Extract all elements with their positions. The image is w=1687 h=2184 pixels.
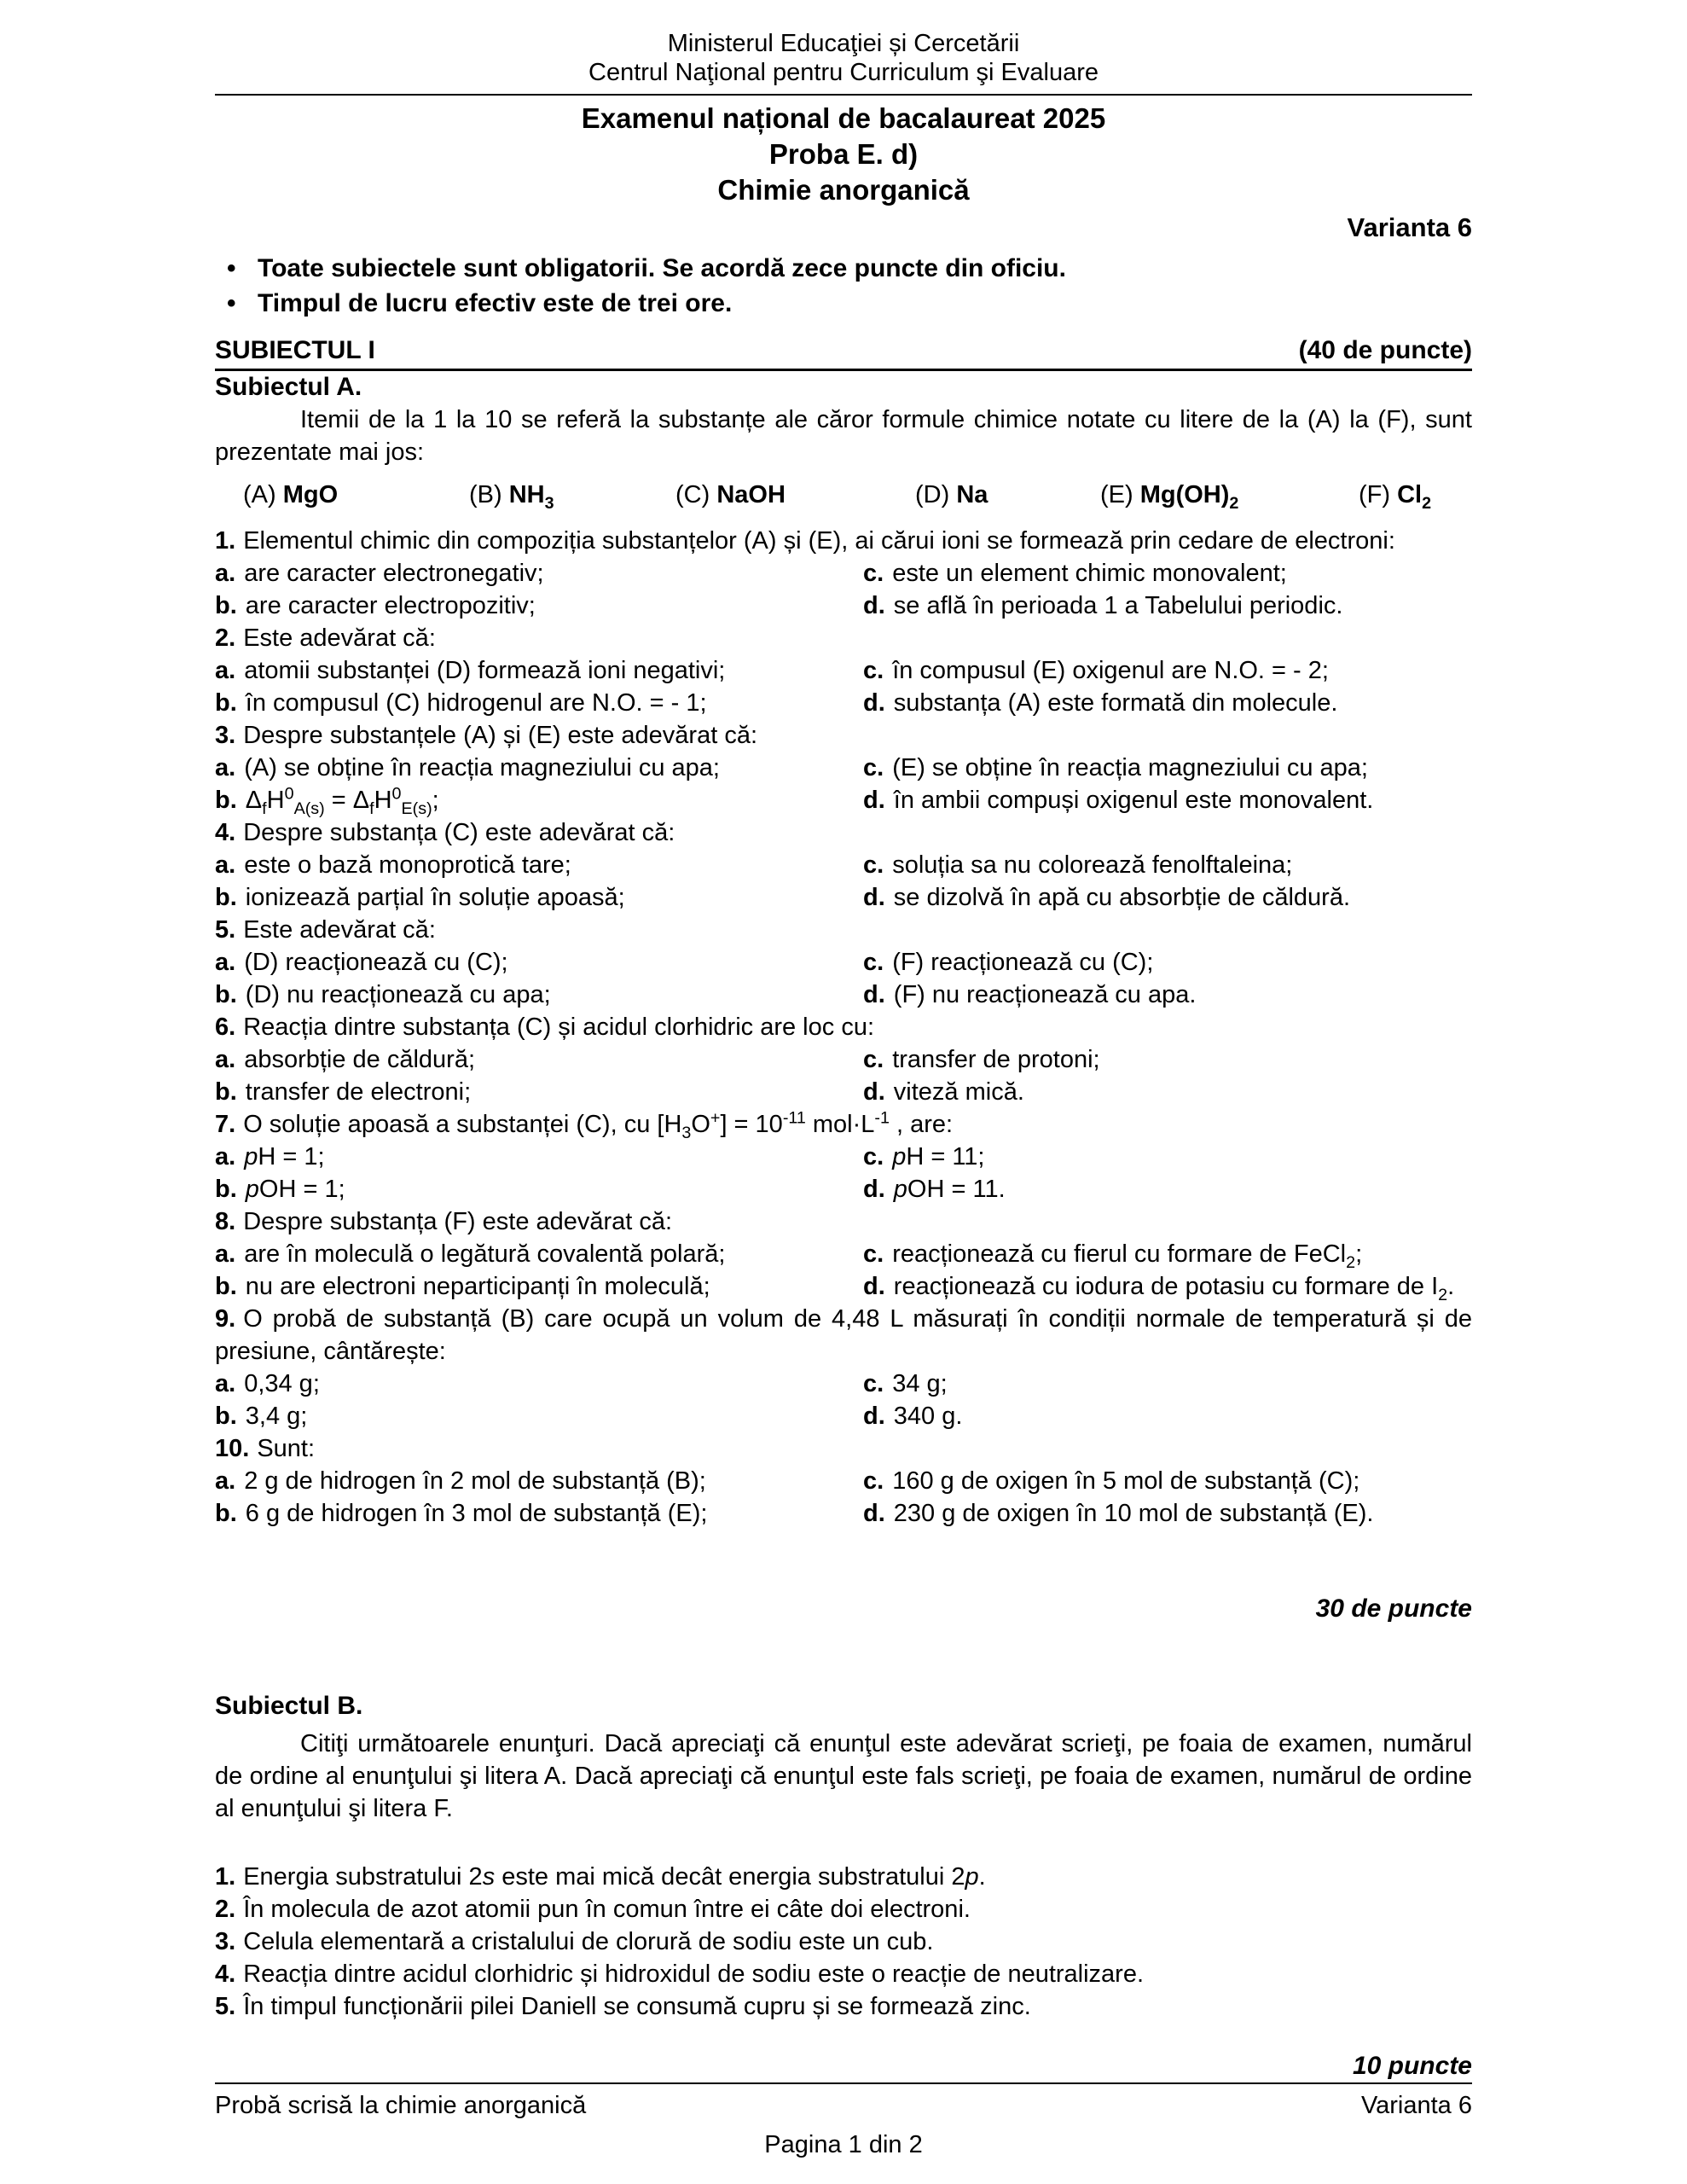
answer-option [215, 1076, 863, 1108]
option-text: pOH = 11. [893, 1176, 1006, 1203]
question-item [215, 816, 1472, 914]
question-item [215, 914, 1472, 1011]
substance-label: (D) [915, 481, 957, 508]
subject1-title: SUBIECTUL I [215, 336, 375, 364]
answer-option [863, 1141, 1472, 1173]
question-stem: Despre substanța (C) este adevărat că: [243, 819, 675, 846]
substance-label: (E) [1100, 481, 1140, 508]
question-number: 7. [215, 1111, 236, 1138]
statement-text: Reacția dintre acidul clorhidric și hidroxidul de sodiu este o reacție de neutralizare. [243, 1960, 1145, 1988]
option-letter: b. [215, 787, 237, 814]
answer-option [863, 979, 1472, 1011]
option-text: are caracter electropozitiv; [245, 592, 536, 619]
footer-left: Probă scrisă la chimie anorganică [215, 2092, 587, 2119]
option-text: este un element chimic monovalent; [892, 560, 1287, 587]
option-text: transfer de protoni; [892, 1046, 1100, 1073]
question-item [215, 525, 1472, 622]
substance [675, 479, 786, 511]
option-letter: b. [215, 981, 237, 1008]
statement [215, 1861, 1472, 1893]
substance-formula: NaOH [716, 481, 786, 508]
option-text: se dizolvă în apă cu absorbție de căldură. [893, 884, 1351, 911]
option-text: 34 g; [892, 1370, 948, 1397]
subject1-heading-row [215, 334, 1472, 371]
question-stem: Despre substanța (F) este adevărat că: [243, 1208, 673, 1235]
question-item [215, 622, 1472, 719]
answer-option [215, 1465, 863, 1497]
question-stem: Reacția dintre substanța (C) și acidul clorhidric are loc cu: [243, 1014, 874, 1041]
option-text: 6 g de hidrogen în 3 mol de substanță (E); [245, 1500, 708, 1527]
option-text: 340 g. [893, 1403, 963, 1430]
answer-option [215, 557, 863, 590]
answer-option [863, 881, 1472, 914]
option-text: soluția sa nu colorează fenolftaleina; [892, 851, 1293, 879]
option-letter: d. [863, 1500, 885, 1527]
substance [915, 479, 988, 511]
statement [215, 1926, 1472, 1958]
option-text: $\Delta_fH^0_{A(s)} = \Delta_fH^0_{E(s)}$; [245, 784, 439, 818]
answer-option [863, 687, 1472, 719]
option-text: este o bază monoprotică tare; [244, 851, 571, 879]
statement-number: 4. [215, 1960, 236, 1988]
exam-notes [215, 251, 1472, 321]
statement-number: 2. [215, 1896, 236, 1923]
partA-intro: Itemii de la 1 la 10 se referă la substanțe ale căror formule chimice notate cu litere de la (A) la (F), sunt prezentate mai jos: [215, 406, 1472, 466]
question-item [215, 1303, 1472, 1432]
answer-option [215, 946, 863, 979]
question-stem: Elementul chimic din compoziția substanțelor (A) și (E), ai cărui ioni se formează prin cedare de electroni: [243, 527, 1395, 555]
option-text: (D) nu reacționează cu apa; [245, 981, 551, 1008]
substance [1359, 479, 1431, 511]
variant-label: Varianta 6 [1347, 212, 1472, 242]
substances-row [215, 479, 1472, 520]
option-text: substanța (A) este formată din molecule. [893, 689, 1338, 717]
answer-option [215, 752, 863, 784]
question-stem: O probă de substanță (B) care ocupă un volum de 4,48 L măsurați în condiții normale de temperatură și de presiune, cântărește: [215, 1305, 1472, 1365]
option-letter: c. [863, 949, 884, 976]
question-stem: Este adevărat că: [243, 916, 436, 944]
question-item [215, 1011, 1472, 1108]
header-divider [215, 94, 1472, 96]
statement-text: Energia substratului 2s este mai mică decât energia substratului 2p. [243, 1863, 986, 1891]
answer-option [215, 590, 863, 622]
statement [215, 1990, 1472, 2023]
partA-points: 30 de puncte [1315, 1594, 1472, 1623]
option-text: are în moleculă o legătură covalentă polară; [244, 1240, 726, 1268]
option-letter: a. [215, 1240, 236, 1268]
option-letter: a. [215, 560, 236, 587]
question-number: 1. [215, 527, 236, 555]
option-text: 3,4 g; [245, 1403, 308, 1430]
option-text: se află în perioada 1 a Tabelului periodic. [893, 592, 1343, 619]
question-stem: Este adevărat că: [243, 624, 436, 652]
substance [1100, 479, 1238, 511]
option-letter: a. [215, 754, 236, 781]
option-text: (D) reacționează cu (C); [244, 949, 508, 976]
substance [469, 479, 554, 511]
option-text: are caracter electronegativ; [244, 560, 544, 587]
option-text: viteză mică. [893, 1078, 1024, 1106]
answer-option [215, 1141, 863, 1173]
page-header [215, 29, 1472, 321]
subiectul-1-section [215, 321, 1472, 2082]
question-item [215, 1108, 1472, 1205]
substance-label: (B) [469, 481, 509, 508]
option-letter: d. [863, 884, 885, 911]
answer-option [215, 1043, 863, 1076]
answer-option [215, 654, 863, 687]
option-text: pH = 1; [244, 1143, 325, 1170]
question-number: 3. [215, 722, 236, 749]
option-text: reacționează cu fierul cu formare de FeCl$_2$; [892, 1240, 1363, 1272]
question-number: 4. [215, 819, 236, 846]
option-letter: b. [215, 1273, 237, 1300]
option-letter: c. [863, 1467, 884, 1495]
answer-option [863, 654, 1472, 687]
option-letter: c. [863, 1143, 884, 1170]
answer-option [863, 1076, 1472, 1108]
question-stem: O soluție apoasă a substanței (C), cu $[H_3O^+] = 10^{-11}$ $mol\cdot L^{-1}$ , are: [243, 1108, 954, 1142]
option-letter: b. [215, 1176, 237, 1203]
option-letter: a. [215, 1467, 236, 1495]
substance-label: (C) [675, 481, 717, 508]
option-text: 230 g de oxigen în 10 mol de substanță (E). [893, 1500, 1374, 1527]
partA-title: Subiectul A. [215, 373, 362, 401]
option-letter: b. [215, 1078, 237, 1106]
answer-option [863, 557, 1472, 590]
option-text: ionizează parțial în soluție apoasă; [245, 884, 625, 911]
answer-option [863, 946, 1472, 979]
option-text: (E) se obține în reacția magneziului cu apa; [892, 754, 1368, 781]
partB-intro: Citiţi următoarele enunţuri. Dacă apreciaţi că enunţul este adevărat scrieţi, pe foaia de examen, numărul de ordine al enunţului şi litera A. Dacă apreciaţi că enunţul este fals scrieţi, pe foaia de examen, numărul de ordine al enunţului şi litera F. [215, 1730, 1472, 1822]
answer-option [215, 849, 863, 881]
option-text: nu are electroni neparticipanți în moleculă; [245, 1273, 710, 1300]
option-letter: d. [863, 1176, 885, 1203]
answer-option [215, 1270, 863, 1303]
note-obligatory: • Toate subiectele sunt obligatorii. Se acordă zece puncte din oficiu. [215, 251, 1472, 286]
option-letter: d. [863, 689, 885, 717]
substance-label: (A) [243, 481, 283, 508]
substance-formula: MgO [282, 481, 339, 508]
option-letter: c. [863, 754, 884, 781]
answer-option [215, 1368, 863, 1400]
option-letter: d. [863, 981, 885, 1008]
statement [215, 1958, 1472, 1990]
option-letter: a. [215, 1143, 236, 1170]
institution-line: Centrul Naţional pentru Curriculum şi Evaluare [588, 59, 1099, 86]
statement-number: 5. [215, 1993, 236, 2020]
statement-text: În timpul funcționării pilei Daniell se consumă cupru și se formează zinc. [243, 1993, 1031, 2020]
option-letter: c. [863, 1370, 884, 1397]
option-letter: c. [863, 1046, 884, 1073]
option-text: 2 g de hidrogen în 2 mol de substanță (B); [244, 1467, 706, 1495]
exam-proba: Proba E. d) [768, 138, 919, 170]
option-letter: a. [215, 1046, 236, 1073]
answer-option [863, 1497, 1472, 1530]
option-text: 0,34 g; [244, 1370, 320, 1397]
answer-option [215, 784, 863, 816]
answer-option [863, 1173, 1472, 1205]
statement-text: Celula elementară a cristalului de clorură de sodiu este un cub. [243, 1928, 934, 1955]
answer-option [863, 1465, 1472, 1497]
option-letter: d. [863, 1078, 885, 1106]
statement-number: 1. [215, 1863, 236, 1891]
option-letter: d. [863, 1273, 885, 1300]
items-list [215, 525, 1472, 1530]
answer-option [215, 1497, 863, 1530]
subject1-points: (40 de puncte) [1298, 336, 1472, 364]
question-number: 10. [215, 1435, 250, 1462]
option-letter: a. [215, 657, 236, 684]
option-letter: b. [215, 592, 237, 619]
answer-option [215, 881, 863, 914]
answer-option [215, 687, 863, 719]
question-stem: Sunt: [257, 1435, 316, 1462]
question-number: 9. [215, 1305, 236, 1333]
substance-formula: $Cl_2$ [1397, 481, 1432, 513]
note-time: • Timpul de lucru efectiv este de trei ore. [215, 286, 1472, 321]
answer-option [863, 784, 1472, 816]
option-text: pH = 11; [892, 1143, 985, 1170]
option-letter: c. [863, 657, 884, 684]
option-text: în ambii compuși oxigenul este monovalent. [893, 787, 1374, 814]
answer-option [863, 1238, 1472, 1270]
answer-option [215, 1400, 863, 1432]
option-text: (A) se obține în reacția magneziului cu apa; [244, 754, 720, 781]
footer-page-number: Pagina 1 din 2 [764, 2131, 923, 2158]
statement-text: În molecula de azot atomii pun în comun între ei câte doi electroni. [243, 1896, 971, 1923]
exam-title: Examenul național de bacalaureat 2025 [581, 102, 1106, 134]
option-letter: d. [863, 592, 885, 619]
substance [243, 479, 338, 511]
partB-points: 10 puncte [1352, 2052, 1472, 2080]
option-letter: a. [215, 851, 236, 879]
option-letter: b. [215, 884, 237, 911]
statement-number: 3. [215, 1928, 236, 1955]
answer-option [215, 1238, 863, 1270]
answer-option [863, 1043, 1472, 1076]
footer-variant: Varianta 6 [1360, 2092, 1472, 2119]
answer-option [863, 752, 1472, 784]
answer-option [863, 849, 1472, 881]
option-text: 160 g de oxigen în 5 mol de substanță (C); [892, 1467, 1360, 1495]
option-letter: c. [863, 851, 884, 879]
option-text: absorbție de căldură; [244, 1046, 476, 1073]
option-text: transfer de electroni; [245, 1078, 472, 1106]
substance-formula: Na [956, 481, 988, 508]
option-letter: d. [863, 787, 885, 814]
option-text: atomii substanței (D) formează ioni negativi; [244, 657, 726, 684]
page-footer [215, 2082, 1472, 2161]
answer-option [863, 1368, 1472, 1400]
question-number: 8. [215, 1208, 236, 1235]
answer-option [863, 1270, 1472, 1303]
answer-option [215, 979, 863, 1011]
option-text: (F) reacționează cu (C); [892, 949, 1154, 976]
question-stem: Despre substanțele (A) și (E) este adevărat că: [243, 722, 758, 749]
question-number: 6. [215, 1014, 236, 1041]
exam-discipline: Chimie anorganică [717, 174, 970, 206]
substance-formula: $NH_3$ [508, 481, 554, 513]
question-number: 2. [215, 624, 236, 652]
question-number: 5. [215, 916, 236, 944]
footer-divider [215, 2082, 1472, 2084]
option-text: în compusul (C) hidrogenul are N.O. = - 1; [245, 689, 707, 717]
option-text: în compusul (E) oxigenul are N.O. = - 2; [892, 657, 1329, 684]
partB-title: Subiectul B. [215, 1692, 363, 1720]
option-letter: b. [215, 1500, 237, 1527]
option-letter: c. [863, 560, 884, 587]
option-text: (F) nu reacționează cu apa. [893, 981, 1197, 1008]
question-item [215, 1205, 1472, 1303]
option-letter: d. [863, 1403, 885, 1430]
option-letter: a. [215, 949, 236, 976]
substance-formula: $Mg(OH)_2$ [1139, 481, 1239, 513]
option-letter: c. [863, 1240, 884, 1268]
option-letter: a. [215, 1370, 236, 1397]
answer-option [863, 590, 1472, 622]
answer-option [863, 1400, 1472, 1432]
option-letter: b. [215, 689, 237, 717]
statement [215, 1893, 1472, 1926]
answer-option [215, 1173, 863, 1205]
question-item [215, 719, 1472, 816]
ministry-line: Ministerul Educaţiei și Cercetării [667, 30, 1020, 57]
option-text: pOH = 1; [245, 1176, 345, 1203]
option-letter: b. [215, 1403, 237, 1430]
statements-list [215, 1861, 1472, 2023]
option-text: reacționează cu iodura de potasiu cu formare de $I_2$. [893, 1273, 1455, 1304]
substance-label: (F) [1359, 481, 1398, 508]
question-item [215, 1432, 1472, 1530]
